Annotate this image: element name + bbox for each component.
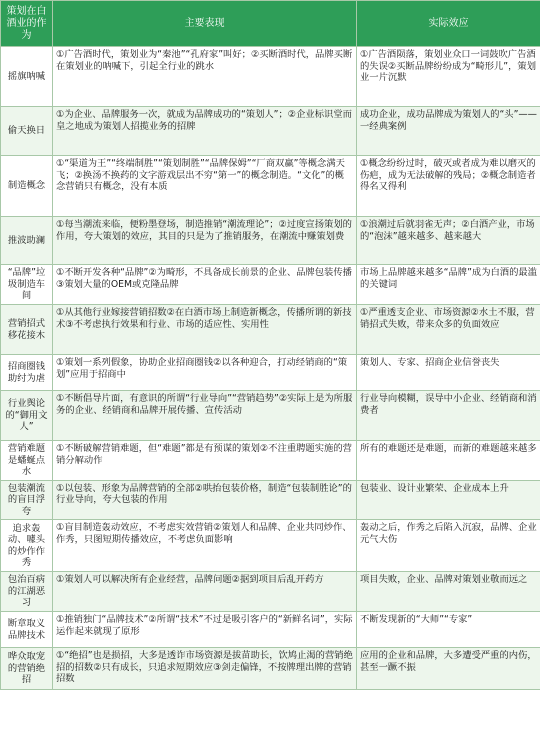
row-role-cell: 哗众取宠的营销绝招 — [1, 648, 53, 690]
row-performance-cell: ①不断倡导片面，有意识的所谓“行业导向”“营销趋势”②实际上是为所服务的企业、经销商和品牌开展传播、宣传活动 — [53, 391, 357, 441]
row-role-cell: “品牌”垃圾制造车间 — [1, 265, 53, 305]
row-performance-cell: ①不断破解营销难题，但“难题”都是有预谋的策划②不注重聘题实施的营销分解动作 — [53, 441, 357, 481]
row-effect-cell: ①广告酒陨落，策划业众口一词鼓吹广告酒的失误②买断品牌纷纷成为“畸形儿”，策划业一片沉默 — [357, 47, 540, 107]
table-row — [1, 47, 540, 107]
row-effect-cell: 成功企业，成功品牌成为策划人的“头”——一经典案例 — [357, 107, 540, 156]
table-row — [1, 107, 540, 156]
row-effect-cell: 行业导向模糊，误导中小企业、经销商和消费者 — [357, 391, 540, 441]
row-role-cell: 摇旗呐喊 — [1, 47, 53, 107]
row-effect-cell: 所有的难题还是难题，而新的难题越来越多 — [357, 441, 540, 481]
row-role-cell: 行业舆论的“御用文人” — [1, 391, 53, 441]
row-performance-cell: ①为企业、品牌服务一次，就成为品牌成功的“策划人”；②企业标识堂而皇之地成为策划人招揽业务的招牌 — [53, 107, 357, 156]
header-performance: 主要表现 — [53, 1, 357, 47]
row-performance-cell: ①策划人可以解决所有企业经营，品牌问题②据到项目后乱开药方 — [53, 572, 357, 612]
table-row — [1, 156, 540, 217]
row-role-cell: 追求轰动、噱头的炒作作秀 — [1, 520, 53, 572]
row-performance-cell: ①盲目制造轰动效应，不考虑实效营销②策划人和品牌、企业共同炒作、作秀，只图短期传播效应，不考虑负面影响 — [53, 520, 357, 572]
row-role-cell: 断章取义品牌技术 — [1, 612, 53, 648]
row-effect-cell: ①浪潮过后就羽雀无声；②白酒产业，市场的“泡沫”越来越多、越来越大 — [357, 217, 540, 265]
table-row — [1, 520, 540, 572]
row-performance-cell: ①广告酒时代，策划业为“秦池”“孔府家”叫好；②买断酒时代，品牌买断在策划业的呐喊下，引起全行业的跳水 — [53, 47, 357, 107]
table-row — [1, 305, 540, 355]
row-role-cell: 营销难题是蟠蜒点水 — [1, 441, 53, 481]
row-effect-cell: 项目失败，企业、品牌对策划业敬而远之 — [357, 572, 540, 612]
row-effect-cell: 策划人、专家、招商企业信誉丧失 — [357, 355, 540, 391]
table-row — [1, 648, 540, 690]
row-performance-cell: ①策划一系列假象，协助企业招商圈钱②以各种迎合，打动经销商的“策划”应用于招商中 — [53, 355, 357, 391]
row-role-cell: 包治百病的江湖恶习 — [1, 572, 53, 612]
table-body — [1, 47, 540, 690]
row-role-cell: 推波助澜 — [1, 217, 53, 265]
header-effect: 实际效应 — [357, 1, 540, 47]
row-role-cell: 营销招式移花接木 — [1, 305, 53, 355]
header-role: 策划在白酒业的作为 — [1, 1, 53, 47]
header-row — [1, 1, 540, 47]
row-effect-cell: 市场上品牌越来越多“品牌”成为白酒的最滥的关键词 — [357, 265, 540, 305]
row-role-cell: 招商圈钱助纣为虐 — [1, 355, 53, 391]
row-role-cell: 偷天换日 — [1, 107, 53, 156]
row-effect-cell: ①概念纷纷过时，破灭或者成为难以磨灭的伤疤，成为无法破解的残局；②概念制造者得名又得利 — [357, 156, 540, 217]
row-effect-cell: 应用的企业和品牌，大多遭受严重的内伤，甚至一蹶不振 — [357, 648, 540, 690]
table-row — [1, 441, 540, 481]
table-row — [1, 355, 540, 391]
row-role-cell: 包装潮流的盲目浮夸 — [1, 480, 53, 520]
row-performance-cell: ①不断开发各种“品牌”②为畸形，不具备成长前景的企业、品牌包装传播③策划大量的OEM或克隆品牌 — [53, 265, 357, 305]
table-row — [1, 391, 540, 441]
row-effect-cell: 包装业、设计业繁荣、企业成本上升 — [357, 480, 540, 520]
table-row — [1, 612, 540, 648]
row-effect-cell: 不断发现新的“大师”“专家” — [357, 612, 540, 648]
row-performance-cell: ①以包装、形象为品牌营销的全部②哄抬包装价格，制造“包装制胜论”的行业导向，夸大包装的作用 — [53, 480, 357, 520]
table-row — [1, 217, 540, 265]
row-effect-cell: 轰动之后，作秀之后陷入沉寂，品牌、企业元气大伤 — [357, 520, 540, 572]
row-performance-cell: ①推销独门“品牌技术”②所谓“技术”不过是吸引客户的“新鲜名词”，实际运作起来就现了原形 — [53, 612, 357, 648]
table-row — [1, 265, 540, 305]
row-role-cell: 制造概念 — [1, 156, 53, 217]
table-row — [1, 480, 540, 520]
table-row — [1, 572, 540, 612]
row-performance-cell: ①“绝招”也是损招，大多是透诈市场资源是拔苗助长，饮鸠止渴的营销绝招的招数②只有成长，只追求短期效应③剑走偏锋，不按牌理出牌的营销招数 — [53, 648, 357, 690]
row-effect-cell: ①严重透支企业、市场资源②水土不服，营销招式失败，带来众多的负面效应 — [357, 305, 540, 355]
row-performance-cell: ①从其他行业嫁接营销招数②在白酒市场上制造新概念，传播所谓的新技术③不考虑执行效果和行业、市场的适应性、实用性 — [53, 305, 357, 355]
row-performance-cell: ①“渠道为王”“终端制胜”“策划制胜”“品牌保姆”“厂商双赢”等概念满天飞；②换汤不换药的文字游戏层出不穷“第一”的概念制造。“文化”的概念营销只有概念，没有本质 — [53, 156, 357, 217]
row-performance-cell: ①每当潮流来临，便粉墨登场，制造推销“潮流理论”；②过度宣扬策划的作用，夸大策划的效应，其目的只是为了推销服务，在潮流中赚策划费 — [53, 217, 357, 265]
